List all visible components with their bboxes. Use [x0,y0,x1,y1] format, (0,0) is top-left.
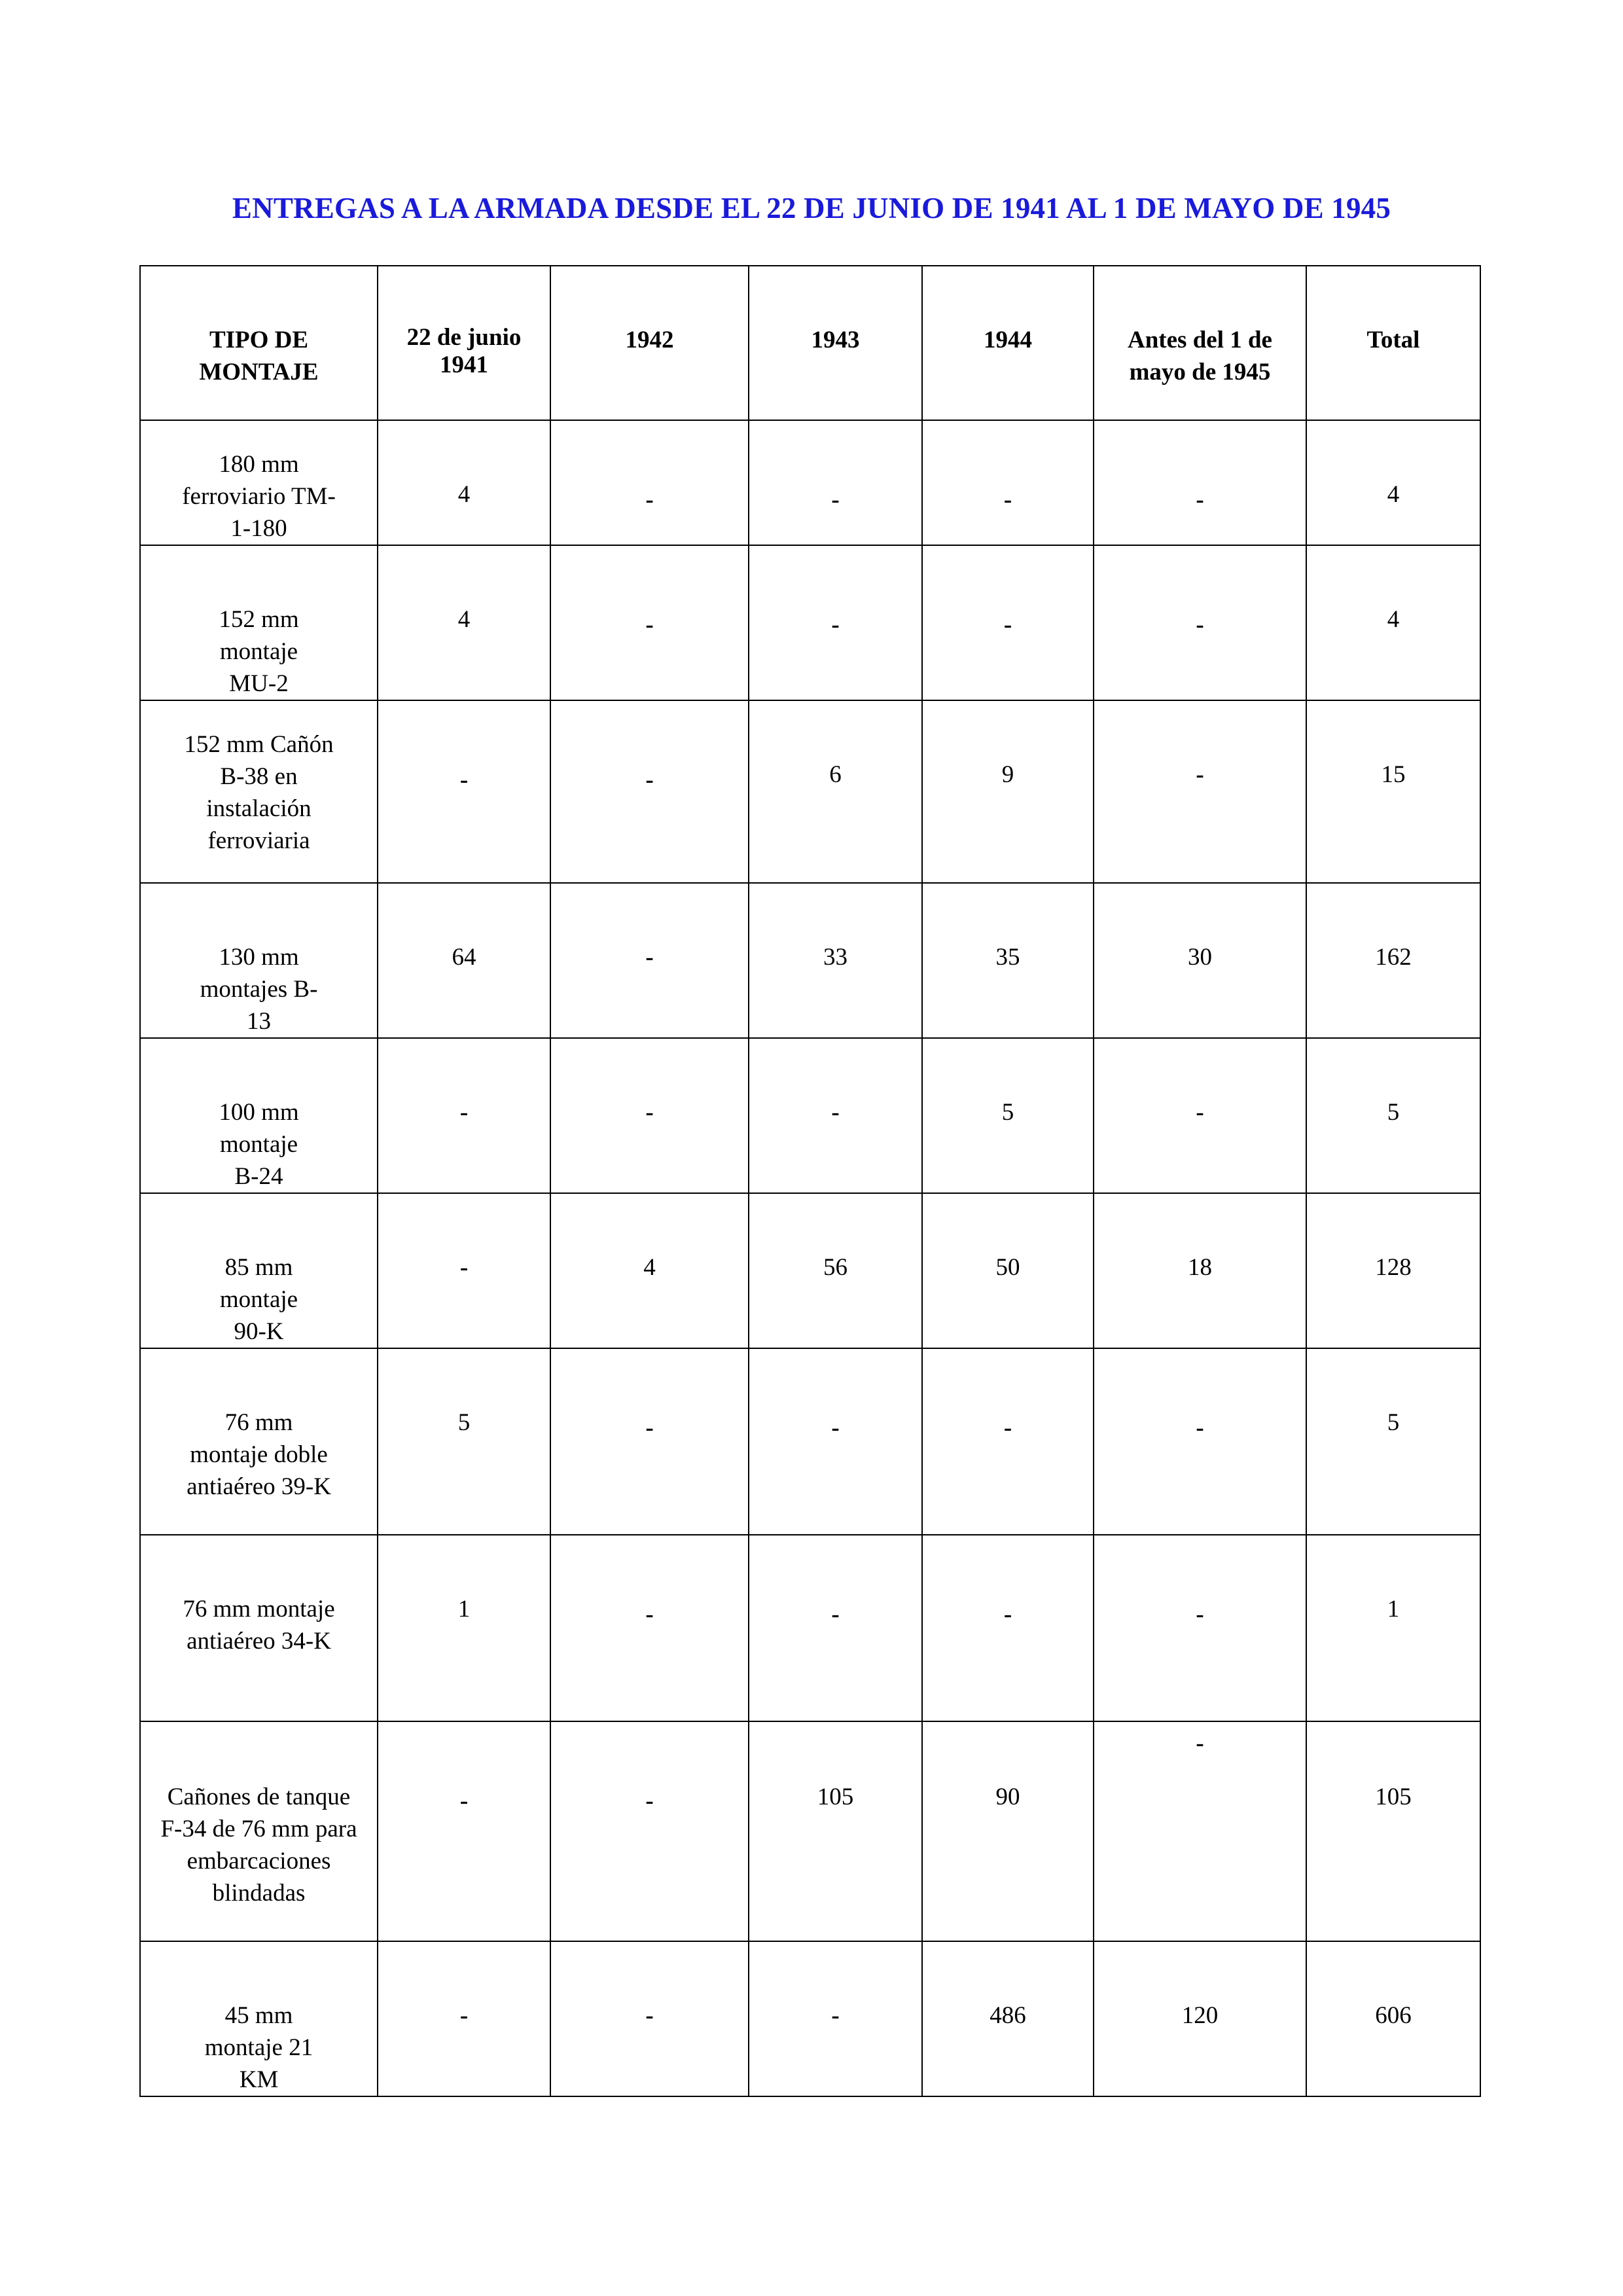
value-1943: - [831,611,840,638]
table-row [140,1941,1480,2096]
cell-mount-type [140,1348,378,1535]
value-1943: 56 [823,1254,847,1281]
value-1942: - [645,944,654,971]
value-before-may-1945: - [1196,1730,1204,1757]
table-row [140,1721,1480,1941]
header-1944: 1944 [922,266,1094,420]
mount-type-label: 45 mm montaje 21 KM [204,2002,313,2093]
cell-before-may-1945 [1094,545,1306,700]
value-1944: 5 [1001,1099,1014,1126]
deliveries-table [139,265,1481,2097]
mount-type-label: Cañones de tanque F-34 de 76 mm para embarcaciones blindadas [160,1784,357,1907]
cell-june-1941 [378,1535,550,1721]
cell-1944 [922,1721,1094,1941]
cell-before-may-1945 [1094,1348,1306,1535]
value-1944: - [1003,1601,1012,1628]
mount-type-label: 100 mm montaje B-24 [219,1099,299,1190]
cell-1942 [550,1038,749,1193]
value-1944: 486 [990,2002,1026,2029]
value-total: 5 [1387,1409,1400,1436]
value-june-1941: 5 [457,1409,471,1436]
value-1943: - [831,1099,840,1126]
mount-type-label: 130 mm montajes B-13 [200,944,318,1035]
cell-1944 [922,1941,1094,2096]
value-june-1941: 4 [457,481,471,508]
mount-type-label: 152 mm montaje MU-2 [219,606,299,697]
value-1944: 9 [1001,761,1014,788]
value-1942: - [645,1099,654,1126]
header-before-may-1945: Antes del 1 de mayo de 1945 [1094,266,1306,420]
cell-1942 [550,883,749,1038]
cell-mount-type [140,545,378,700]
cell-total [1306,700,1480,883]
cell-total [1306,1535,1480,1721]
cell-1944 [922,420,1094,545]
cell-june-1941 [378,1193,550,1348]
value-1942: - [645,2002,654,2029]
cell-before-may-1945 [1094,1941,1306,2096]
value-before-may-1945: - [1196,1601,1204,1628]
cell-1943 [749,883,922,1038]
cell-june-1941 [378,420,550,545]
value-june-1941: - [459,766,469,793]
cell-mount-type [140,883,378,1038]
value-june-1941: - [459,1787,469,1814]
cell-mount-type [140,1941,378,2096]
header-total: Total [1306,266,1480,420]
cell-1944 [922,883,1094,1038]
cell-june-1941 [378,1348,550,1535]
cell-total [1306,545,1480,700]
value-1943: - [831,1414,840,1441]
cell-1942 [550,1941,749,2096]
value-1942: - [645,611,654,638]
table-row [140,883,1480,1038]
cell-1942 [550,1193,749,1348]
cell-before-may-1945 [1094,1193,1306,1348]
cell-june-1941 [378,1038,550,1193]
cell-1943 [749,1535,922,1721]
value-june-1941: 1 [457,1596,471,1623]
cell-before-may-1945 [1094,1535,1306,1721]
cell-total [1306,1721,1480,1941]
header-1943: 1943 [749,266,922,420]
value-total: 128 [1375,1254,1412,1281]
cell-before-may-1945 [1094,883,1306,1038]
value-total: 105 [1375,1784,1412,1810]
cell-1943 [749,420,922,545]
value-1942: 4 [643,1254,656,1281]
value-before-may-1945: 30 [1188,944,1212,971]
value-1942: - [645,1414,654,1441]
mount-type-label: 152 mm Cañón B-38 en instalación ferroviaria [184,731,334,854]
value-total: 606 [1375,2002,1412,2029]
value-before-may-1945: - [1196,611,1204,638]
value-1942: - [645,486,654,513]
cell-1943 [749,1038,922,1193]
cell-1943 [749,1721,922,1941]
cell-1943 [749,1193,922,1348]
value-1943: - [831,2002,840,2029]
cell-1943 [749,1348,922,1535]
cell-1944 [922,545,1094,700]
value-1942: - [645,1601,654,1628]
value-1943: - [831,486,840,513]
cell-1943 [749,545,922,700]
cell-1942 [550,1348,749,1535]
cell-1942 [550,1535,749,1721]
cell-1944 [922,1535,1094,1721]
value-total: 1 [1387,1596,1400,1623]
cell-1942 [550,700,749,883]
header-1942: 1942 [550,266,749,420]
cell-before-may-1945 [1094,700,1306,883]
cell-total [1306,1038,1480,1193]
cell-before-may-1945 [1094,1038,1306,1193]
value-1944: 90 [995,1784,1020,1810]
cell-1942 [550,1721,749,1941]
cell-total [1306,883,1480,1038]
cell-1942 [550,545,749,700]
cell-mount-type [140,1193,378,1348]
table-row [140,1535,1480,1721]
cell-june-1941 [378,1721,550,1941]
value-1943: 105 [817,1784,854,1810]
table-row [140,1348,1480,1535]
value-total: 4 [1387,481,1400,508]
cell-total [1306,1941,1480,2096]
value-june-1941: - [459,1254,469,1281]
cell-june-1941 [378,883,550,1038]
cell-before-may-1945 [1094,1721,1306,1941]
table-row [140,545,1480,700]
value-total: 5 [1387,1099,1400,1126]
cell-total [1306,1348,1480,1535]
cell-total [1306,1193,1480,1348]
value-1943: - [831,1601,840,1628]
value-june-1941: - [459,1099,469,1126]
mount-type-label: 76 mm montaje doble antiaéreo 39-K [187,1409,331,1500]
value-1943: 33 [823,944,847,971]
value-total: 4 [1387,606,1400,633]
value-1943: 6 [829,761,842,788]
table-row [140,420,1480,545]
value-june-1941: - [459,2002,469,2029]
value-1942: - [645,766,654,793]
table-row [140,1038,1480,1193]
cell-total [1306,420,1480,545]
cell-1944 [922,700,1094,883]
value-before-may-1945: - [1196,1414,1204,1441]
cell-before-may-1945 [1094,420,1306,545]
value-june-1941: 64 [452,944,476,971]
cell-june-1941 [378,545,550,700]
value-before-may-1945: - [1196,1099,1204,1126]
value-before-may-1945: 120 [1181,2002,1219,2029]
value-june-1941: 4 [457,606,471,633]
cell-mount-type [140,700,378,883]
cell-mount-type [140,420,378,545]
value-before-may-1945: 18 [1188,1254,1212,1281]
value-1944: - [1003,486,1012,513]
value-before-may-1945: - [1196,761,1204,788]
cell-1942 [550,420,749,545]
value-total: 162 [1375,944,1412,971]
cell-1944 [922,1348,1094,1535]
header-row [140,266,1480,420]
value-1944: - [1003,611,1012,638]
cell-1943 [749,1941,922,2096]
value-before-may-1945: - [1196,486,1204,513]
header-type: TIPO DE MONTAJE [140,266,378,420]
mount-type-label: 85 mm montaje 90-K [219,1254,298,1345]
mount-type-label: 76 mm montaje antiaéreo 34-K [183,1596,335,1655]
value-total: 15 [1381,761,1406,788]
table-row [140,1193,1480,1348]
cell-1944 [922,1038,1094,1193]
page-title: ENTREGAS A LA ARMADA DESDE EL 22 DE JUNIO DE 1941 AL 1 DE MAYO DE 1945 [232,192,1391,224]
cell-june-1941 [378,700,550,883]
value-1942: - [645,1787,654,1814]
value-1944: 50 [995,1254,1020,1281]
cell-june-1941 [378,1941,550,2096]
header-june-1941: 22 de junio 1941 [378,266,550,420]
table-row [140,700,1480,883]
cell-1944 [922,1193,1094,1348]
mount-type-label: 180 mm ferroviario TM-1-180 [182,451,336,542]
value-1944: - [1003,1414,1012,1441]
cell-1943 [749,700,922,883]
value-1944: 35 [995,944,1020,971]
cell-mount-type [140,1721,378,1941]
cell-mount-type [140,1535,378,1721]
cell-mount-type [140,1038,378,1193]
